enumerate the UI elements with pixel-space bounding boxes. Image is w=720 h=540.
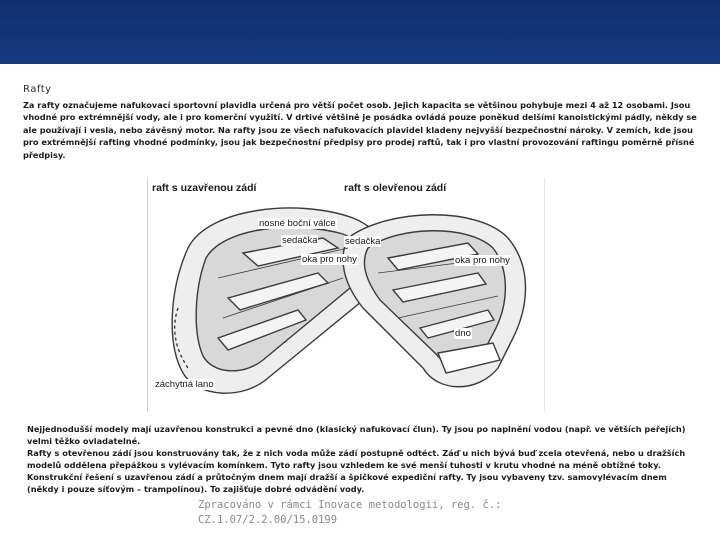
label-floor: dno <box>455 328 471 339</box>
label-seat: sedačka <box>282 235 318 246</box>
label-side-tubes: nosné boční válce <box>259 218 336 229</box>
raft-diagram <box>147 178 545 412</box>
caption-closed-stern: raft s uzavřenou zádí <box>152 182 257 194</box>
label-foot-loop-2: oka pro nohy <box>455 255 510 266</box>
bottom-paragraph-2: Rafty s otevřenou zádí jsou konstruovány tak, že z nich voda může zádí postupně odtéct. Záď u nich bývá buď zcela otevřená, nebo u dražších modelů oddělena přepážkou s vylévacím komínkem. Tyto rafty jsou vzhledem ke své menší tuhosti v krutu vhodné na méně obtížné toky. <box>27 448 686 471</box>
bottom-paragraph-1: Nejjednodušší modely mají uzavřenou konstrukci a pevné dno (klasický nafukovací člun). Ty jsou po naplnění vodou (např. ve větších peřejích) velmi těžko ovladatelné. <box>27 424 686 447</box>
slide-title: Rafty <box>23 84 52 95</box>
label-grab-line: záchytná lano <box>155 379 214 390</box>
footer-line-1: Zpracováno v rámci Inovace metodologii, reg. č.: <box>198 499 502 511</box>
label-foot-loop-1: oka pro nohy <box>302 254 357 265</box>
header-band <box>0 0 720 64</box>
raft-illustration <box>148 178 544 412</box>
label-seat-2: sedačka <box>345 236 381 247</box>
caption-open-stern: raft s olevřenou zádí <box>344 182 447 194</box>
intro-paragraph: Za rafty označujeme nafukovací sportovní plavidla určená pro větší počet osob. Jejich kapacita se většinou pohybuje mezi 4 až 12 osobami. Jsou vhodné pro extrémnější vody, ale i pro komerční využití. V drtivé většině je posádka ovládá pouze poněkud delšími kanoistickými pádly, někdy se ale používají i vesla, nebo závěsný motor. Na rafty jsou ze všech nafukovacích plavidel kladeny nejvyšší bezpečnostní nároky. V zemích, kde jsou pro extrémnější rafting vhodné podmínky, jsou jak bezpečnostní předpisy pro prodej raftů, tak i pro vlastní provozování raftingu poměrně přísné předpisy. <box>23 100 697 160</box>
bottom-text <box>27 423 695 496</box>
footer-line-2: CZ.1.07/2.2.00/15.0199 <box>198 514 338 526</box>
footer <box>198 498 502 528</box>
bottom-paragraph-3: Konstrukční řešení s uzavřenou zádí a průtočným dnem mají dražší a špičkové expediční rafty. Ty jsou vybaveny tzv. samovylévacím dnem (někdy i pouze síťovým – trampolínou). To zajišťuje dobré odvádění vody. <box>27 472 667 495</box>
